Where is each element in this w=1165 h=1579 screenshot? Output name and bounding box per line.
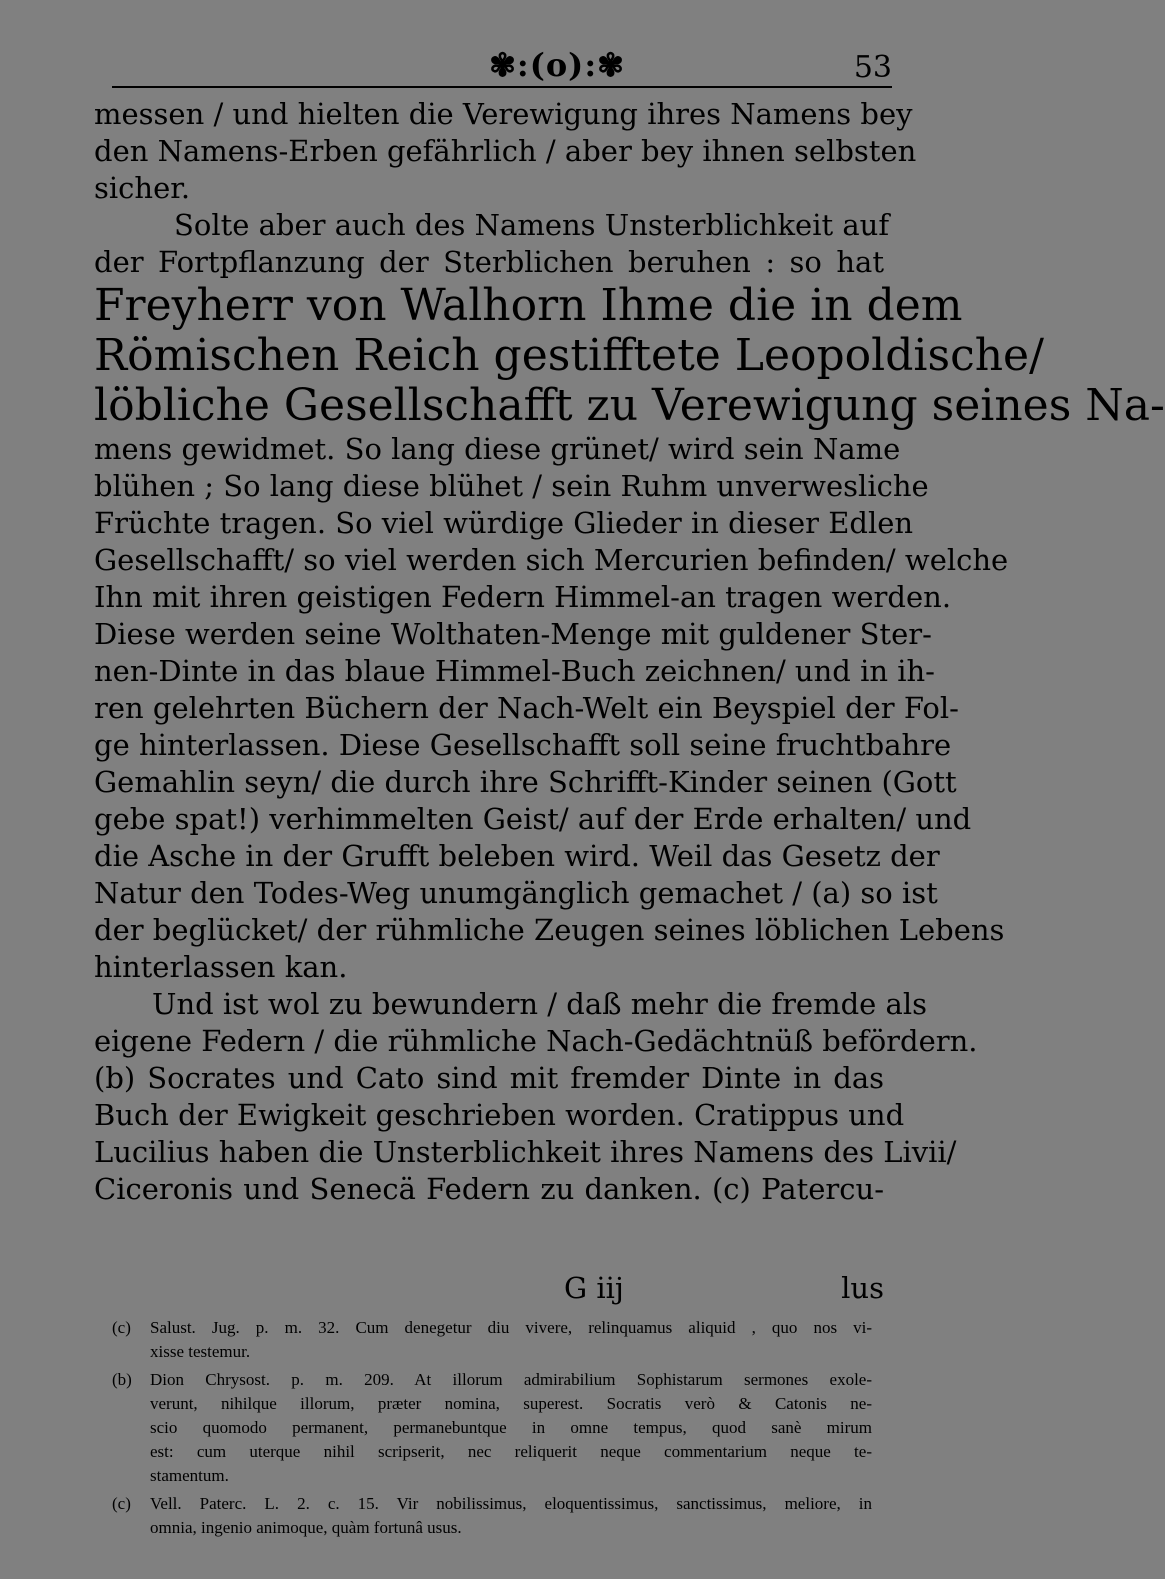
text-line: (b) Socrates und Cato sind mit fremder Dinte in das [94,1061,884,1095]
text-line-display: löbliche Gesellschafft zu Verewigung seines Na- [94,380,1165,431]
footnote-line: stamentum. [150,1466,229,1485]
footnote-line: omnia, ingenio animoque, quàm fortunâ usus. [150,1518,462,1537]
catchword: lus [841,1271,884,1305]
text-line: gebe spat!) verhimmelten Geist/ auf der Erde erhalten/ und [94,802,972,836]
text-line: hinterlassen kan. [94,950,348,984]
footnotes [112,1316,872,1544]
text-line: Und ist wol zu bewundern / daß mehr die fremde als [152,987,927,1021]
text-line: Lucilius haben die Unsterblichkeit ihres Namens des Livii/ [94,1135,957,1169]
text-line: blühen ; So lang diese blühet / sein Ruhm unverwesliche [94,469,929,503]
text-line: ren gelehrten Büchern der Nach-Welt ein Beyspiel der Fol- [94,691,959,725]
text-line: eigene Federn / die rühmliche Nach-Gedächtnüß befördern. [94,1024,978,1058]
text-line: die Asche in der Grufft beleben wird. Weil das Gesetz der [94,839,940,873]
text-line: der beglücket/ der rühmliche Zeugen seines löblichen Lebens [94,913,1005,947]
footnote-marker: (c) [112,1318,131,1337]
page-number: 53 [853,50,892,85]
header-ornament: ✾:(o):✾ [489,46,625,84]
text-line: Früchte tragen. So viel würdige Glieder in dieser Edlen [94,506,914,540]
text-line-display: Römischen Reich gestifftete Leopoldische/ [94,330,1044,381]
footnote-line: Salust. Jug. p. m. 32. Cum denegetur diu vivere, relinquamus aliquid , quo nos vi- [150,1318,872,1337]
footnote [112,1316,872,1364]
footnote-marker: (c) [112,1494,131,1513]
text-line: mens gewidmet. So lang diese grünet/ wird sein Name [94,432,901,466]
text-line: Buch der Ewigkeit geschrieben worden. Cratippus und [94,1098,905,1132]
footnote-line: xisse testemur. [150,1342,251,1361]
signature-mark: G iij [564,1271,624,1305]
text-line: Ihn mit ihren geistigen Federn Himmel-an tragen werden. [94,580,952,614]
text-line-display: Freyherr von Walhorn Ihme die in dem [94,280,963,331]
footnote [112,1368,872,1488]
footnote [112,1492,872,1540]
text-line: messen / und hielten die Verewigung ihres Namens bey [94,97,913,131]
text-line: Natur den Todes-Weg unumgänglich gemachet / (a) so ist [94,876,938,910]
page-header [112,44,892,94]
footnote-line: scio quomodo permanent, permanebuntque in omne tempus, quod sanè mirum [150,1418,872,1437]
text-line: ge hinterlassen. Diese Gesellschafft soll seine fruchtbahre [94,728,952,762]
text-line: Ciceronis und Senecä Federn zu danken. (c) Patercu- [94,1172,884,1206]
text-line: Gesellschafft/ so viel werden sich Mercurien befinden/ welche [94,543,1009,577]
text-line: den Namens-Erben gefährlich / aber bey ihnen selbsten [94,134,917,168]
text-line: Diese werden seine Wolthaten-Menge mit guldener Ster- [94,617,932,651]
footnote-line: verunt, nihilque illorum, præter nomina, superest. Socratis verò & Catonis ne- [150,1394,872,1413]
catchline [94,1268,884,1308]
text-line: der Fortpflanzung der Sterblichen beruhen : so hat [94,245,884,279]
header-rule [112,86,892,88]
footnote-line: est: cum uterque nihil scripserit, nec reliquerit neque commentarium neque te- [150,1442,872,1461]
footnote-line: Dion Chrysost. p. m. 209. At illorum admirabilium Sophistarum sermones exole- [150,1370,872,1389]
text-line: Solte aber auch des Namens Unsterblichkeit auf [174,208,890,242]
text-line: sicher. [94,171,191,205]
text-line: Gemahlin seyn/ die durch ihre Schrifft-Kinder seinen (Gott [94,765,957,799]
footnote-line: Vell. Paterc. L. 2. c. 15. Vir nobilissimus, eloquentissimus, sanctissimus, meliore, in [150,1494,872,1513]
main-text [94,96,1165,1208]
footnote-marker: (b) [112,1370,132,1389]
text-line: nen-Dinte in das blaue Himmel-Buch zeichnen/ und in ih- [94,654,935,688]
